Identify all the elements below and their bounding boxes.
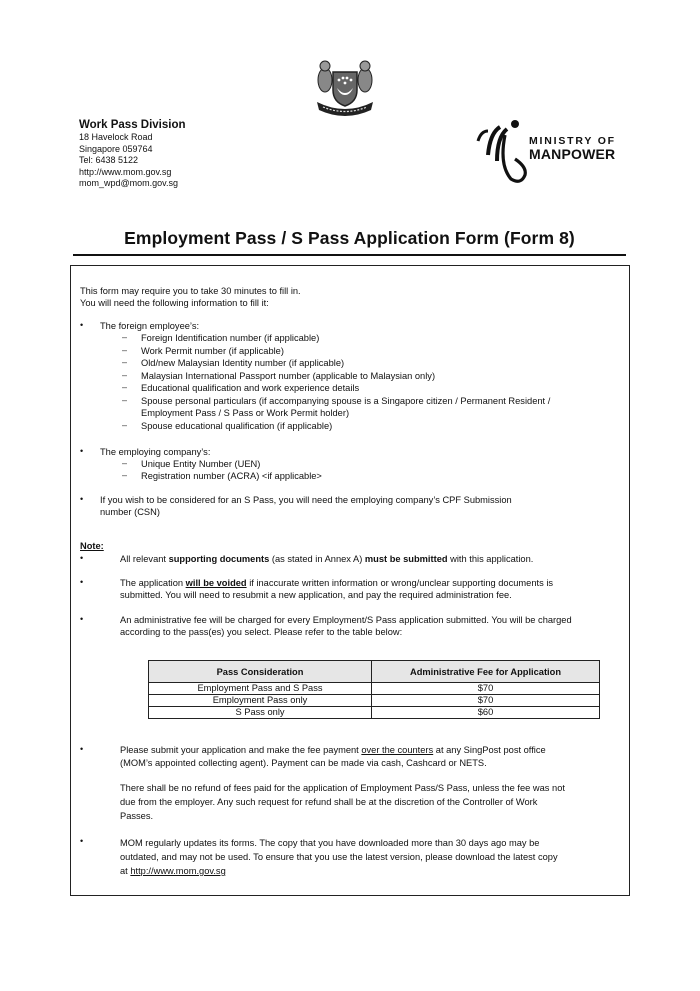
table-row	[149, 683, 600, 695]
req-item: Spouse personal particulars (if accompanying spouse is a Singapore citizen / Permanent Resident /	[141, 396, 551, 406]
bullet-icon: •	[80, 577, 84, 587]
pass-cell: Employment Pass and S Pass	[149, 683, 372, 695]
mom-logo-text: MINISTRY OF MANPOWER	[529, 135, 616, 162]
dash-icon: –	[122, 395, 128, 405]
division-contact-block	[79, 118, 186, 190]
fee-cell: $60	[372, 707, 600, 719]
req-item: Old/new Malaysian Identity number (if applicable)	[141, 358, 345, 368]
email-link[interactable]: mom_wpd@mom.gov.sg	[79, 178, 178, 188]
title-divider	[73, 254, 626, 256]
website-link[interactable]: http://www.mom.gov.sg	[79, 166, 172, 177]
dash-icon: –	[122, 470, 128, 480]
table-header-row	[149, 661, 600, 683]
fee-cell: $70	[372, 695, 600, 707]
req-item: Spouse educational qualification (if applicable)	[141, 421, 333, 431]
req-foreign-employee-label: The foreign employee’s:	[100, 321, 200, 331]
pass-cell: S Pass only	[149, 707, 372, 719]
bullet-icon: •	[80, 446, 84, 456]
mom-website-link[interactable]: http://www.mom.gov.sg	[130, 866, 226, 876]
note-admin-fee: An administrative fee will be charged for every Employment/S Pass application submitted. You will be charged according to the pass(es) you select. Please refer to the table below:	[120, 615, 572, 637]
dash-icon: –	[122, 458, 128, 468]
bullet-icon: •	[80, 614, 84, 624]
bullet-icon: •	[80, 836, 84, 846]
req-item: Foreign Identification number (if applicable)	[141, 333, 320, 343]
bullet-icon: •	[80, 320, 84, 330]
req-csn: If you wish to be considered for an S Pass, you will need the employing company’s CPF Submission number (CSN)	[100, 495, 512, 517]
dash-icon: –	[122, 345, 128, 355]
intro-text: This form may require you to take 30 minutes to fill in. You will need the following information to fill it:	[80, 286, 301, 308]
note-refund: There shall be no refund of fees paid for the application of Employment Pass/S Pass, unless the fee was not due from the employer. Any such request for refund shall be at the discretion of the Controller of Work Passes.	[120, 783, 565, 821]
table-row	[149, 695, 600, 707]
table-row	[149, 707, 600, 719]
pass-cell: Employment Pass only	[149, 695, 372, 707]
req-employing-company-label: The employing company’s:	[100, 447, 211, 457]
address-line-2: Singapore 059764	[79, 143, 153, 154]
note-label: Note:	[80, 541, 104, 551]
note-supporting-documents: All relevant supporting documents (as stated in Annex A) must be submitted with this application.	[120, 554, 534, 564]
note-voided: The application will be voided if inaccurate written information or wrong/unclear supporting documents is submitted. You will need to resubmit a new application, and pay the required administration fee.	[120, 578, 554, 600]
dash-icon: –	[122, 370, 128, 380]
dash-icon: –	[122, 420, 128, 430]
note-payment: Please submit your application and make the fee payment over the counters at any SingPost post office (MOM’s appointed collecting agent). Payment can be made via cash, Cashcard or NETS.	[120, 745, 546, 768]
req-item: Work Permit number (if applicable)	[141, 346, 284, 356]
mom-swirl-icon	[475, 115, 529, 185]
dash-icon: –	[122, 357, 128, 367]
bullet-icon: •	[80, 553, 84, 563]
fee-cell: $70	[372, 683, 600, 695]
req-item: Registration number (ACRA) <if applicable>	[141, 471, 322, 481]
fee-table	[148, 660, 600, 719]
column-header-fee: Administrative Fee for Application	[372, 661, 600, 683]
address-line-1: 18 Havelock Road	[79, 132, 153, 142]
mom-logo	[475, 115, 625, 185]
singapore-crest-logo	[313, 58, 377, 122]
req-item: Unique Entity Number (UEN)	[141, 459, 261, 469]
req-item: Malaysian International Passport number (applicable to Malaysian only)	[141, 371, 436, 381]
bullet-icon: •	[80, 494, 84, 504]
dash-icon: –	[122, 382, 128, 392]
division-title: Work Pass Division	[79, 119, 186, 131]
req-item-continued: Employment Pass / S Pass or Work Permit holder)	[141, 408, 350, 418]
req-item: Educational qualification and work experience details	[141, 383, 360, 393]
form-title: Employment Pass / S Pass Application Form (Form 8)	[124, 228, 575, 248]
telephone: Tel: 6438 5122	[79, 155, 139, 165]
bullet-icon: •	[80, 744, 84, 754]
dash-icon: –	[122, 332, 128, 342]
column-header-pass: Pass Consideration	[149, 661, 372, 683]
note-forms-update: MOM regularly updates its forms. The copy that you have downloaded more than 30 days ago may be outdated, and may not be used. To ensure that you use the latest version, please download the latest copy at http://www.mom.gov.sg	[120, 838, 558, 876]
